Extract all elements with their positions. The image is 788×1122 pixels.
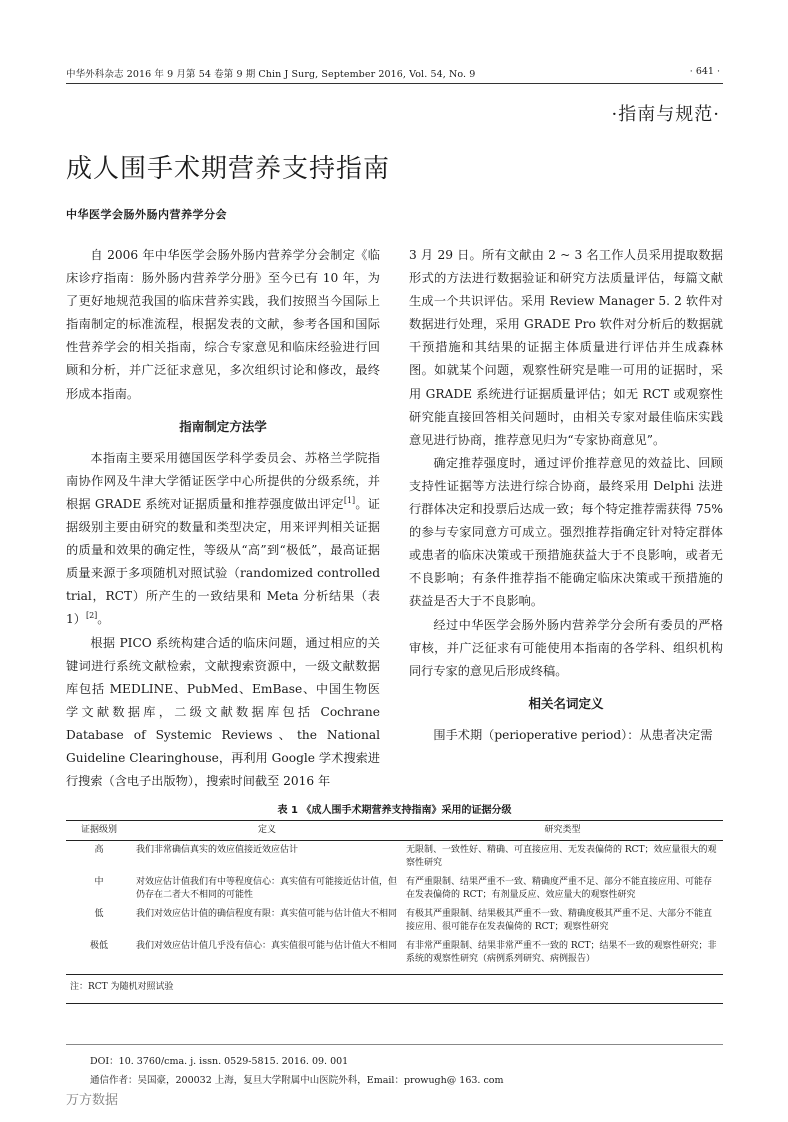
study-type-cell: 有非常严重限制、结果非常严重不一致的 RCT；结果不一致的观察性研究；非系统的观察性研究（病例系列研究、病例报告） (406, 941, 717, 964)
right-column (409, 244, 723, 747)
definition-cell: 我们对效应估计值的确信程度有限：真实值可能与估计值大不相同 (136, 909, 398, 919)
footer-divider (66, 1044, 723, 1045)
methods-text-a: 本指南主要采用德国医学科学委员会、苏格兰学院指南协作网及牛津大学循证医学中心所提供的分级系统，并根据 GRADE 系统对证据质量和推荐强度做出评定 (66, 450, 380, 511)
study-type-cell: 无限制、一致性好、精确、可直接应用、无发表偏倚的 RCT；效应量很大的观察性研究 (406, 845, 717, 868)
table-row (66, 841, 723, 874)
table-header-level: 证据级别 (66, 821, 132, 841)
header-divider (66, 83, 723, 84)
definition-cell: 我们对效应估计值几乎没有信心：真实值很可能与估计值大不相同 (136, 941, 398, 951)
level-cell: 中 (94, 877, 104, 887)
level-cell: 极低 (89, 941, 108, 951)
terms-heading: 相关名词定义 (528, 695, 604, 711)
page-number: · 641 · (689, 66, 720, 77)
level-cell: 低 (94, 909, 104, 919)
citation-1: [1] (343, 495, 356, 505)
section-tag: ·指南与规范· (611, 104, 720, 125)
table-header-study-type: 研究类型 (402, 821, 723, 841)
methods-heading: 指南制定方法学 (179, 418, 267, 434)
table-row (66, 905, 723, 937)
table-caption: 表 1 《成人围手术期营养支持指南》采用的证据分级 (277, 805, 512, 816)
author-organization: 中华医学会肠外肠内营养学分会 (66, 208, 227, 221)
study-type-cell: 有严重限制、结果严重不一致、精确度严重不足、部分不能直接应用、可能存在发表偏倚的 RCT；有剂量反应、效应量大的观察性研究 (406, 877, 713, 900)
study-type-cell: 有极其严重限制、结果极其严重不一致、精确度极其严重不足、大部分不能直接应用、很可能存在发表偏倚的 RCT；观察性研究 (406, 909, 713, 932)
table-note: 注：RCT 为随机对照试验 (66, 975, 723, 1004)
intro-paragraph: 自 2006 年中华医学会肠外肠内营养学分会制定《临床诊疗指南：肠外肠内营养学分册》至今已有 10 年，为了更好地规范我国的临床营养实践，我们按照当今国际上指南制定的标准流程，根据发表的文献，参考各国和国际性营养学会的相关指南，综合专家意见和临床经验进行回顾和分析，并广泛征求意见，多次组织讨论和修改，最终形成本指南。 (66, 248, 380, 401)
methods-paragraph (66, 447, 380, 632)
level-cell: 高 (94, 845, 104, 855)
data-processing-paragraph: 3 月 29 日。所有文献由 2 ~ 3 名工作人员采用提取数据形式的方法进行数据验证和研究方法质量评估，每篇文献生成一个共识评估。采用 Review Manager 5. 2 软件对数据进行处理，采用 GRADE Pro 软件对分析后的数据就干预措施和其结果的证据主体质量进行评估并生成森林图。如就某个问题，观察性研究是唯一可用的证据时，采用 GRADE 系统进行证据质量评估；如无 RCT 或观察性研究能直接回答相关问题时，由相关专家对最佳临床实践意见进行协商，推荐意见归为“专家协商意见”。 (409, 248, 723, 447)
watermark: 万方数据 (66, 1093, 119, 1108)
citation-2: [2] (85, 611, 98, 621)
evidence-grade-table (66, 820, 723, 1004)
definition-cell: 我们非常确信真实的效应值接近效应估计 (136, 845, 299, 855)
search-paragraph: 根据 PICO 系统构建合适的临床问题，通过相应的关键词进行系统文献检索，文献搜索资源中，一级文献数据库包括 MEDLINE、PubMed、EmBase、中国生物医学文献数据库，二级文献数据库包括 Cochrane Database of Systemic Reviews、the National Guideline Clearinghouse，再利用 Google 学术搜索进行搜索（含电子出版物），搜索时间截至 2016 年 (66, 635, 380, 789)
definition-cell: 对效应估计值我们有中等程度信心：真实值有可能接近估计值，但仍存在二者大不相同的可能性 (136, 877, 398, 900)
methods-text-c: 。 (97, 612, 110, 627)
journal-header: 中华外科杂志 2016 年 9 月第 54 卷第 9 期 Chin J Surg, September 2016, Vol. 54, No. 9 (66, 69, 476, 80)
methods-text-b: 。证据级别主要由研究的数量和类型决定，用来评判相关证据的质量和效果的确定性，等级从“高”到“极低”，最高证据质量来源于多项随机对照试验（randomized controlled trial，RCT）所产生的一致结果和 Meta 分析结果（表 1） (66, 496, 380, 627)
table-row (66, 937, 723, 975)
review-paragraph: 经过中华医学会肠外肠内营养学分会所有委员的严格审核，并广泛征求有可能使用本指南的各学科、组织机构同行专家的意见后形成终稿。 (409, 617, 723, 678)
table-row (66, 873, 723, 905)
left-column (66, 244, 380, 793)
table-header-definition: 定义 (132, 821, 402, 841)
correspondence-line: 通信作者：吴国豪，200032 上海，复旦大学附属中山医院外科，Email：prowugh@ 163. com (90, 1075, 504, 1086)
article-title: 成人围手术期营养支持指南 (66, 154, 391, 184)
definition-paragraph: 围手术期（perioperative period）：从患者决定需 (433, 727, 713, 742)
doi-line: DOI：10. 3760/cma. j. issn. 0529-5815. 2016. 09. 001 (90, 1056, 349, 1067)
recommendation-paragraph: 确定推荐强度时，通过评价推荐意见的效益比、回顾支持性证据等方法进行综合协商，最终采用 Delphi 法进行群体决定和投票后达成一致；每个特定推荐需获得 75% 的参与专家同意方可成立。强烈推荐指确定针对特定群体或患者的临床决策或干预措施获益大于不良影响，或者无不良影响；有条件推荐指不能确定临床决策或干预措施的获益是否大于不良影响。 (409, 455, 723, 609)
